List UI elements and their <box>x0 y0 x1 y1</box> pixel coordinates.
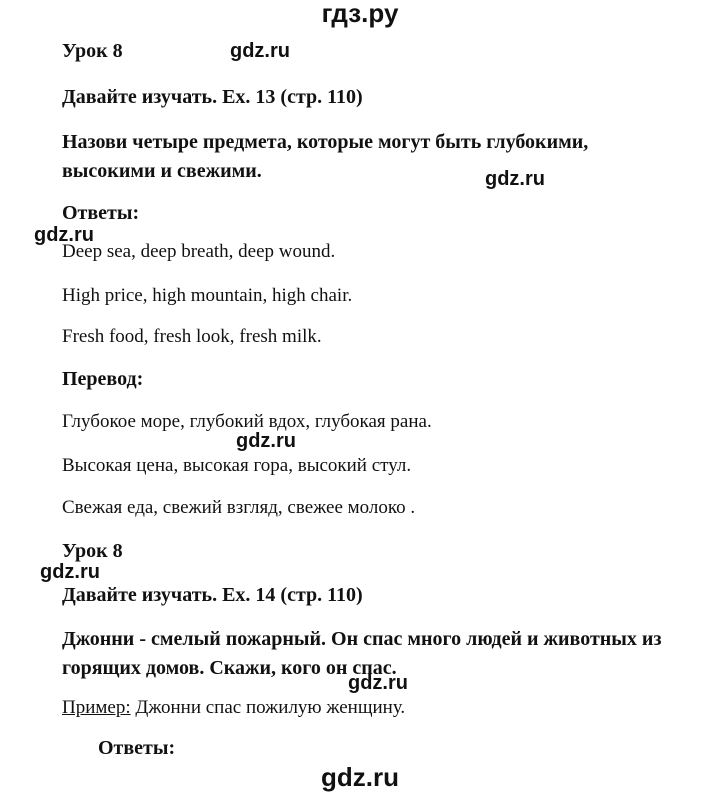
answers-heading: Ответы: <box>98 737 176 759</box>
exercise-heading: Давайте изучать. Ex. 14 (стр. 110) <box>62 584 363 606</box>
answers-heading: Ответы: <box>62 202 140 224</box>
translation-heading: Перевод: <box>62 368 144 390</box>
watermark: gdz.ru <box>40 561 100 583</box>
watermark: gdz.ru <box>485 168 545 190</box>
translation-line: Высокая цена, высокая гора, высокий стул. <box>62 455 412 476</box>
translation-line: Свежая еда, свежий взгляд, свежее молоко . <box>62 497 416 518</box>
watermark: gdz.ru <box>230 40 290 62</box>
answer-line: High price, high mountain, high chair. <box>62 285 353 306</box>
lesson-title: Урок 8 <box>62 540 123 562</box>
task-text: Джонни - смелый пожарный. Он спас много людей и животных из горящих домов. Скажи, кого он спас. <box>62 628 662 679</box>
watermark: gdz.ru <box>236 430 296 452</box>
answer-line: Fresh food, fresh look, fresh milk. <box>62 326 322 347</box>
watermark: gdz.ru <box>348 672 408 694</box>
watermark: gdz.ru <box>34 224 94 246</box>
example-line <box>62 697 405 719</box>
watermark: gdz.ru <box>321 762 399 792</box>
example-label: Пример: <box>62 697 131 718</box>
site-header: гдз.ру <box>321 0 399 28</box>
example-text: Джонни спас пожилую женщину. <box>130 697 406 718</box>
exercise-heading: Давайте изучать. Ex. 13 (стр. 110) <box>62 86 363 108</box>
translation-line: Глубокое море, глубокий вдох, глубокая рана. <box>62 411 432 432</box>
answer-line: Deep sea, deep breath, deep wound. <box>62 241 336 262</box>
lesson-title: Урок 8 <box>62 40 123 62</box>
task-text: Назови четыре предмета, которые могут быть глубокими, высокими и свежими. <box>62 131 589 182</box>
